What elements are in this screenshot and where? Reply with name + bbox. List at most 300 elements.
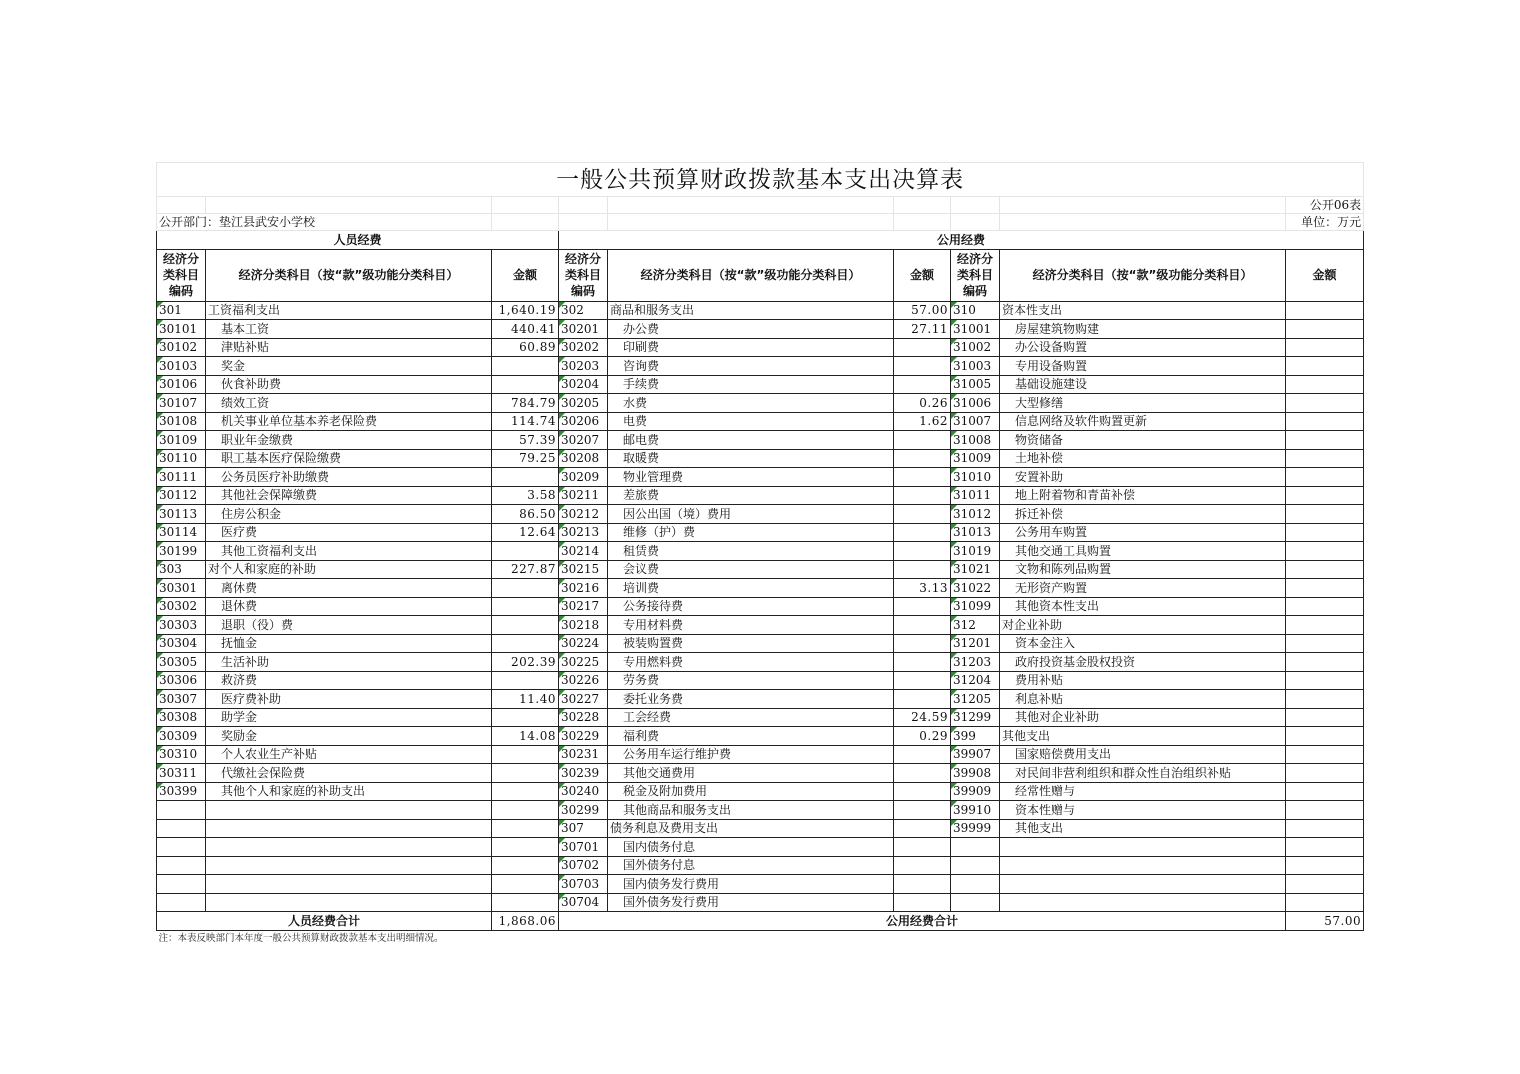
amount-cell (1286, 375, 1364, 394)
item-name-cell: 专用设备购置 (1000, 357, 1286, 376)
amount-cell (1286, 671, 1364, 690)
item-name-cell: 国内债务付息 (608, 838, 894, 857)
code-cell: 31011 (951, 486, 1000, 505)
code-cell: 30229 (559, 727, 608, 746)
amount-cell (492, 468, 559, 487)
table-row (157, 616, 1364, 635)
item-name-cell: 其他资本性支出 (1000, 597, 1286, 616)
amount-cell (894, 634, 951, 653)
amount-cell (894, 782, 951, 801)
amount-cell (894, 893, 951, 912)
item-name-cell: 机关事业单位基本养老保险费 (206, 412, 492, 431)
item-name-cell: 医疗费 (206, 523, 492, 542)
item-name-cell: 国外债务发行费用 (608, 893, 894, 912)
code-cell: 30215 (559, 560, 608, 579)
item-name-cell: 代缴社会保险费 (206, 764, 492, 783)
item-name-cell: 办公费 (608, 320, 894, 339)
amount-cell (1286, 468, 1364, 487)
amount-cell (492, 597, 559, 616)
code-cell (157, 893, 206, 912)
item-name-cell: 对个人和家庭的补助 (206, 560, 492, 579)
amount-cell: 3.13 (894, 579, 951, 598)
item-name-cell (206, 838, 492, 857)
item-name-cell: 利息补贴 (1000, 690, 1286, 709)
amount-cell (894, 801, 951, 820)
code-cell: 31022 (951, 579, 1000, 598)
item-name-cell (206, 819, 492, 838)
code-cell: 30209 (559, 468, 608, 487)
code-cell: 39910 (951, 801, 1000, 820)
code-cell: 30110 (157, 449, 206, 468)
code-cell: 302 (559, 301, 608, 320)
code-cell: 31001 (951, 320, 1000, 339)
code-cell: 30307 (157, 690, 206, 709)
code-cell: 31205 (951, 690, 1000, 709)
code-cell: 301 (157, 301, 206, 320)
amount-cell (1286, 708, 1364, 727)
amount-cell (894, 838, 951, 857)
amount-cell (492, 634, 559, 653)
amount-cell (1286, 801, 1364, 820)
amount-cell: 114.74 (492, 412, 559, 431)
table-row (157, 449, 1364, 468)
item-name-cell: 伙食补助费 (206, 375, 492, 394)
department-label: 公开部门：垫江县武安小学校 (157, 214, 492, 231)
header-name-2: 经济分类科目（按“款”级功能分类科目） (608, 249, 894, 301)
item-name-cell: 印刷费 (608, 338, 894, 357)
table-row (157, 338, 1364, 357)
item-name-cell: 因公出国（境）费用 (608, 505, 894, 524)
amount-cell (1286, 394, 1364, 413)
table-number: 公开06表 (1286, 197, 1364, 214)
code-cell: 30201 (559, 320, 608, 339)
personnel-total-label: 人员经费合计 (157, 912, 492, 931)
item-name-cell: 资本性支出 (1000, 301, 1286, 320)
code-cell: 30106 (157, 375, 206, 394)
table-row (157, 301, 1364, 320)
code-cell: 30206 (559, 412, 608, 431)
amount-cell (492, 671, 559, 690)
item-name-cell: 医疗费补助 (206, 690, 492, 709)
table-row (157, 727, 1364, 746)
amount-cell (1286, 301, 1364, 320)
budget-table (156, 162, 1364, 948)
amount-cell (894, 745, 951, 764)
code-cell: 30305 (157, 653, 206, 672)
item-name-cell: 咨询费 (608, 357, 894, 376)
code-cell: 30102 (157, 338, 206, 357)
table-row (157, 394, 1364, 413)
code-cell: 30239 (559, 764, 608, 783)
item-name-cell: 被装购置费 (608, 634, 894, 653)
code-cell: 30208 (559, 449, 608, 468)
amount-cell (492, 764, 559, 783)
item-name-cell: 税金及附加费用 (608, 782, 894, 801)
item-name-cell: 费用补贴 (1000, 671, 1286, 690)
code-cell: 30203 (559, 357, 608, 376)
code-cell: 30225 (559, 653, 608, 672)
item-name-cell (206, 893, 492, 912)
code-cell (157, 819, 206, 838)
amount-cell (1286, 412, 1364, 431)
code-cell: 310 (951, 301, 1000, 320)
code-cell: 30204 (559, 375, 608, 394)
amount-cell (894, 856, 951, 875)
amount-cell (1286, 634, 1364, 653)
item-name-cell: 其他交通费用 (608, 764, 894, 783)
code-cell (157, 875, 206, 894)
code-cell: 30224 (559, 634, 608, 653)
item-name-cell (1000, 856, 1286, 875)
code-cell: 30299 (559, 801, 608, 820)
amount-cell (1286, 338, 1364, 357)
amount-cell (492, 375, 559, 394)
item-name-cell: 文物和陈列品购置 (1000, 560, 1286, 579)
amount-cell: 27.11 (894, 320, 951, 339)
item-name-cell (1000, 875, 1286, 894)
amount-cell (1286, 690, 1364, 709)
code-cell: 30211 (559, 486, 608, 505)
item-name-cell (1000, 838, 1286, 857)
code-cell: 31201 (951, 634, 1000, 653)
table-row (157, 486, 1364, 505)
code-cell: 30310 (157, 745, 206, 764)
item-name-cell (206, 856, 492, 875)
item-name-cell: 安置补助 (1000, 468, 1286, 487)
code-cell: 31299 (951, 708, 1000, 727)
code-cell: 30702 (559, 856, 608, 875)
item-name-cell: 国内债务发行费用 (608, 875, 894, 894)
item-name-cell: 资本性赠与 (1000, 801, 1286, 820)
item-name-cell: 生活补助 (206, 653, 492, 672)
amount-cell (1286, 449, 1364, 468)
code-cell: 31005 (951, 375, 1000, 394)
code-cell: 30309 (157, 727, 206, 746)
code-cell: 30103 (157, 357, 206, 376)
code-cell: 31204 (951, 671, 1000, 690)
code-cell: 30301 (157, 579, 206, 598)
item-name-cell: 对民间非营利组织和群众性自治组织补贴 (1000, 764, 1286, 783)
item-name-cell: 国外债务付息 (608, 856, 894, 875)
amount-cell (1286, 597, 1364, 616)
amount-cell (1286, 579, 1364, 598)
table-row (157, 671, 1364, 690)
code-cell: 39909 (951, 782, 1000, 801)
amount-cell (894, 431, 951, 450)
code-cell: 30199 (157, 542, 206, 561)
amount-cell (894, 375, 951, 394)
amount-cell (1286, 727, 1364, 746)
amount-cell (1286, 320, 1364, 339)
code-cell: 30205 (559, 394, 608, 413)
amount-cell (894, 338, 951, 357)
item-name-cell: 公务接待费 (608, 597, 894, 616)
item-name-cell: 物业管理费 (608, 468, 894, 487)
code-cell: 30207 (559, 431, 608, 450)
item-name-cell: 公务用车运行维护费 (608, 745, 894, 764)
item-name-cell: 住房公积金 (206, 505, 492, 524)
amount-cell: 440.41 (492, 320, 559, 339)
code-cell: 30213 (559, 523, 608, 542)
amount-cell: 227.87 (492, 560, 559, 579)
code-cell: 30701 (559, 838, 608, 857)
code-cell: 30303 (157, 616, 206, 635)
code-cell: 30112 (157, 486, 206, 505)
amount-cell: 60.89 (492, 338, 559, 357)
code-cell: 31008 (951, 431, 1000, 450)
amount-cell (492, 819, 559, 838)
table-row (157, 653, 1364, 672)
amount-cell (492, 542, 559, 561)
amount-cell: 12.64 (492, 523, 559, 542)
item-name-cell: 其他支出 (1000, 727, 1286, 746)
header-code-1: 经济分类科目编码 (157, 249, 206, 301)
table-row (157, 634, 1364, 653)
amount-cell (492, 856, 559, 875)
item-name-cell: 债务利息及费用支出 (608, 819, 894, 838)
amount-cell (894, 505, 951, 524)
item-name-cell: 基础设施建设 (1000, 375, 1286, 394)
code-cell: 30212 (559, 505, 608, 524)
code-cell: 30227 (559, 690, 608, 709)
amount-cell: 1.62 (894, 412, 951, 431)
amount-cell (1286, 560, 1364, 579)
amount-cell (1286, 431, 1364, 450)
item-name-cell: 劳务费 (608, 671, 894, 690)
amount-cell (894, 690, 951, 709)
item-name-cell: 津贴补贴 (206, 338, 492, 357)
item-name-cell: 差旅费 (608, 486, 894, 505)
item-name-cell: 绩效工资 (206, 394, 492, 413)
code-cell: 39999 (951, 819, 1000, 838)
item-name-cell: 工资福利支出 (206, 301, 492, 320)
item-name-cell: 职工基本医疗保险缴费 (206, 449, 492, 468)
item-name-cell: 救济费 (206, 671, 492, 690)
item-name-cell: 助学金 (206, 708, 492, 727)
header-amount-1: 金额 (492, 249, 559, 301)
amount-cell (492, 893, 559, 912)
header-amount-2: 金额 (894, 249, 951, 301)
item-name-cell: 退休费 (206, 597, 492, 616)
table-row (157, 819, 1364, 838)
item-name-cell: 奖金 (206, 357, 492, 376)
table-row (157, 893, 1364, 912)
item-name-cell (206, 875, 492, 894)
item-name-cell: 奖励金 (206, 727, 492, 746)
footnote: 注：本表反映部门本年度一般公共预算财政拨款基本支出明细情况。 (158, 933, 444, 945)
amount-cell (894, 616, 951, 635)
code-cell: 307 (559, 819, 608, 838)
code-cell: 30703 (559, 875, 608, 894)
item-name-cell: 其他社会保障缴费 (206, 486, 492, 505)
code-cell: 39907 (951, 745, 1000, 764)
unit-label: 单位：万元 (1286, 214, 1364, 231)
amount-cell (1286, 764, 1364, 783)
table-row (157, 542, 1364, 561)
amount-cell (492, 616, 559, 635)
amount-cell (492, 579, 559, 598)
table-row (157, 320, 1364, 339)
amount-cell (1286, 893, 1364, 912)
code-cell (951, 838, 1000, 857)
table-row (157, 375, 1364, 394)
item-name-cell: 电费 (608, 412, 894, 431)
spreadsheet (156, 162, 1363, 948)
table-row (157, 431, 1364, 450)
item-name-cell (1000, 893, 1286, 912)
code-cell: 30704 (559, 893, 608, 912)
table-row (157, 856, 1364, 875)
code-cell: 31007 (951, 412, 1000, 431)
code-cell: 399 (951, 727, 1000, 746)
code-cell: 30111 (157, 468, 206, 487)
amount-cell: 57.00 (894, 301, 951, 320)
code-cell: 30228 (559, 708, 608, 727)
code-cell: 30399 (157, 782, 206, 801)
code-cell: 31203 (951, 653, 1000, 672)
code-cell: 31021 (951, 560, 1000, 579)
amount-cell (1286, 838, 1364, 857)
amount-cell: 79.25 (492, 449, 559, 468)
item-name-cell: 无形资产购置 (1000, 579, 1286, 598)
table-row (157, 782, 1364, 801)
code-cell: 30311 (157, 764, 206, 783)
item-name-cell: 信息网络及软件购置更新 (1000, 412, 1286, 431)
amount-cell (1286, 542, 1364, 561)
item-name-cell: 个人农业生产补贴 (206, 745, 492, 764)
item-name-cell: 公务用车购置 (1000, 523, 1286, 542)
amount-cell (894, 653, 951, 672)
amount-cell (1286, 523, 1364, 542)
amount-cell (894, 597, 951, 616)
table-row (157, 560, 1364, 579)
item-name-cell: 退职（役）费 (206, 616, 492, 635)
item-name-cell: 职业年金缴费 (206, 431, 492, 450)
amount-cell (1286, 357, 1364, 376)
amount-cell: 0.26 (894, 394, 951, 413)
code-cell: 30214 (559, 542, 608, 561)
code-cell: 30202 (559, 338, 608, 357)
table-row (157, 801, 1364, 820)
code-cell: 30101 (157, 320, 206, 339)
header-code-2: 经济分类科目编码 (559, 249, 608, 301)
amount-cell (894, 357, 951, 376)
code-cell: 30107 (157, 394, 206, 413)
amount-cell (492, 782, 559, 801)
amount-cell (894, 875, 951, 894)
amount-cell (1286, 616, 1364, 635)
header-amount-3: 金额 (1286, 249, 1364, 301)
item-name-cell: 手续费 (608, 375, 894, 394)
item-name-cell: 其他交通工具购置 (1000, 542, 1286, 561)
table-row (157, 412, 1364, 431)
amount-cell: 202.39 (492, 653, 559, 672)
table-row (157, 690, 1364, 709)
amount-cell: 0.29 (894, 727, 951, 746)
code-cell: 31002 (951, 338, 1000, 357)
amount-cell (1286, 875, 1364, 894)
code-cell: 30240 (559, 782, 608, 801)
amount-cell (894, 449, 951, 468)
item-name-cell: 专用燃料费 (608, 653, 894, 672)
item-name-cell (206, 801, 492, 820)
table-row (157, 468, 1364, 487)
amount-cell (894, 468, 951, 487)
section-public: 公用经费 (559, 231, 1364, 250)
code-cell: 31003 (951, 357, 1000, 376)
code-cell: 31009 (951, 449, 1000, 468)
item-name-cell: 房屋建筑物购建 (1000, 320, 1286, 339)
amount-cell: 11.40 (492, 690, 559, 709)
amount-cell (1286, 819, 1364, 838)
code-cell: 30109 (157, 431, 206, 450)
code-cell (157, 856, 206, 875)
amount-cell (894, 671, 951, 690)
code-cell (951, 856, 1000, 875)
code-cell: 39908 (951, 764, 1000, 783)
code-cell: 30226 (559, 671, 608, 690)
code-cell: 31019 (951, 542, 1000, 561)
table-row (157, 745, 1364, 764)
code-cell: 30231 (559, 745, 608, 764)
table-row (157, 505, 1364, 524)
table-row (157, 708, 1364, 727)
public-total-label: 公用经费合计 (559, 912, 1286, 931)
amount-cell (492, 357, 559, 376)
item-name-cell: 资本金注入 (1000, 634, 1286, 653)
code-cell: 30304 (157, 634, 206, 653)
code-cell (157, 838, 206, 857)
public-total-value: 57.00 (1286, 912, 1364, 931)
code-cell: 31099 (951, 597, 1000, 616)
table-row (157, 579, 1364, 598)
personnel-total-value: 1,868.06 (492, 912, 559, 931)
amount-cell: 24.59 (894, 708, 951, 727)
page-title: 一般公共预算财政拨款基本支出决算表 (157, 163, 1364, 197)
item-name-cell: 基本工资 (206, 320, 492, 339)
header-code-3: 经济分类科目编码 (951, 249, 1000, 301)
item-name-cell: 邮电费 (608, 431, 894, 450)
code-cell: 30114 (157, 523, 206, 542)
code-cell: 312 (951, 616, 1000, 635)
item-name-cell: 取暖费 (608, 449, 894, 468)
item-name-cell: 培训费 (608, 579, 894, 598)
item-name-cell: 其他支出 (1000, 819, 1286, 838)
amount-cell (1286, 782, 1364, 801)
item-name-cell: 大型修缮 (1000, 394, 1286, 413)
item-name-cell: 商品和服务支出 (608, 301, 894, 320)
code-cell: 30108 (157, 412, 206, 431)
table-row (157, 838, 1364, 857)
amount-cell: 86.50 (492, 505, 559, 524)
amount-cell (1286, 856, 1364, 875)
table-row (157, 597, 1364, 616)
amount-cell: 57.39 (492, 431, 559, 450)
code-cell: 30306 (157, 671, 206, 690)
item-name-cell: 工会经费 (608, 708, 894, 727)
table-row (157, 523, 1364, 542)
amount-cell: 784.79 (492, 394, 559, 413)
code-cell: 30217 (559, 597, 608, 616)
code-cell: 30218 (559, 616, 608, 635)
item-name-cell: 对企业补助 (1000, 616, 1286, 635)
amount-cell: 1,640.19 (492, 301, 559, 320)
code-cell: 31006 (951, 394, 1000, 413)
item-name-cell: 其他工资福利支出 (206, 542, 492, 561)
item-name-cell: 会议费 (608, 560, 894, 579)
item-name-cell: 其他对企业补助 (1000, 708, 1286, 727)
code-cell: 303 (157, 560, 206, 579)
